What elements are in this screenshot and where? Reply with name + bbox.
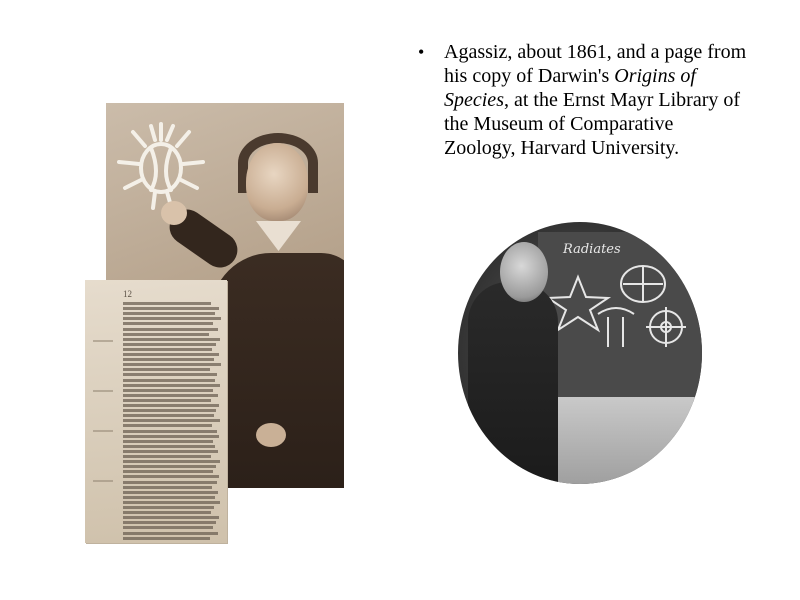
collar <box>256 221 301 251</box>
page-text-line <box>123 470 213 473</box>
page-text-line <box>123 302 211 305</box>
page-text-line <box>123 348 212 351</box>
agassiz-oval-photo <box>458 222 702 484</box>
page-text-line <box>123 430 217 433</box>
figure-body <box>468 282 558 484</box>
caption-text <box>444 40 748 160</box>
page-text-line <box>123 496 215 499</box>
page-text-line <box>123 440 213 443</box>
page-text-line <box>123 409 216 412</box>
page-text-line <box>123 532 218 535</box>
page-text-line <box>123 455 211 458</box>
page-text-line <box>123 424 212 427</box>
darwin-book-page-scan <box>85 280 227 543</box>
page-text-line <box>123 404 219 407</box>
page-text-line <box>123 363 221 366</box>
margin-annotation <box>93 430 113 432</box>
page-text-line <box>123 506 214 509</box>
page-text-line <box>123 435 219 438</box>
page-text-line <box>123 486 212 489</box>
page-text-line <box>123 501 220 504</box>
page-text-line <box>123 465 216 468</box>
bullet-marker: • <box>418 42 425 62</box>
page-number: 12 <box>123 289 132 299</box>
page-text-line <box>123 389 213 392</box>
page-text-line <box>123 307 219 310</box>
page-text-line <box>123 343 216 346</box>
caption-text-italic: Origins of Species <box>444 65 696 111</box>
caption-text-post: , at the Ernst Mayr Library of the Museum of Comparative Zoology, Harvard University. <box>444 89 741 159</box>
page-text-line <box>123 322 213 325</box>
page-text-line <box>123 333 209 336</box>
page-text-line <box>123 338 220 341</box>
coat <box>211 253 344 488</box>
head <box>246 143 308 221</box>
margin-annotation <box>93 390 113 392</box>
page-text-line <box>123 384 220 387</box>
page-text-line <box>123 317 221 320</box>
page-text-line <box>123 475 219 478</box>
hand-with-chalk <box>161 201 187 225</box>
page-text-line <box>123 368 210 371</box>
page-text-line <box>123 419 220 422</box>
margin-annotation <box>93 480 113 482</box>
caption-bullet <box>418 40 748 160</box>
page-text-line <box>123 414 214 417</box>
page-text-line <box>123 460 220 463</box>
margin-annotation <box>93 340 113 342</box>
page-text-line <box>123 450 218 453</box>
page-text-line <box>123 491 218 494</box>
page-text-line <box>123 353 219 356</box>
page-text-line <box>123 379 215 382</box>
page-text-line <box>123 328 218 331</box>
page-text-line <box>123 312 215 315</box>
page-text-line <box>123 526 213 529</box>
page-text-line <box>123 537 210 540</box>
page-text-line <box>123 394 218 397</box>
page-text-line <box>123 445 215 448</box>
page-text-line <box>123 358 214 361</box>
page-text-line <box>123 481 217 484</box>
page-text-line <box>123 516 219 519</box>
page-text-line <box>123 373 217 376</box>
figure-head <box>500 242 548 302</box>
page-text-line <box>123 511 211 514</box>
resting-hand <box>256 423 286 447</box>
page-text-line <box>123 521 216 524</box>
blackboard-title: Radiates <box>563 242 621 257</box>
draped-table <box>553 397 702 484</box>
caption-text-pre: Agassiz, about 1861, and a page from his copy of Darwin's <box>444 41 747 87</box>
page-text-line <box>123 399 211 402</box>
